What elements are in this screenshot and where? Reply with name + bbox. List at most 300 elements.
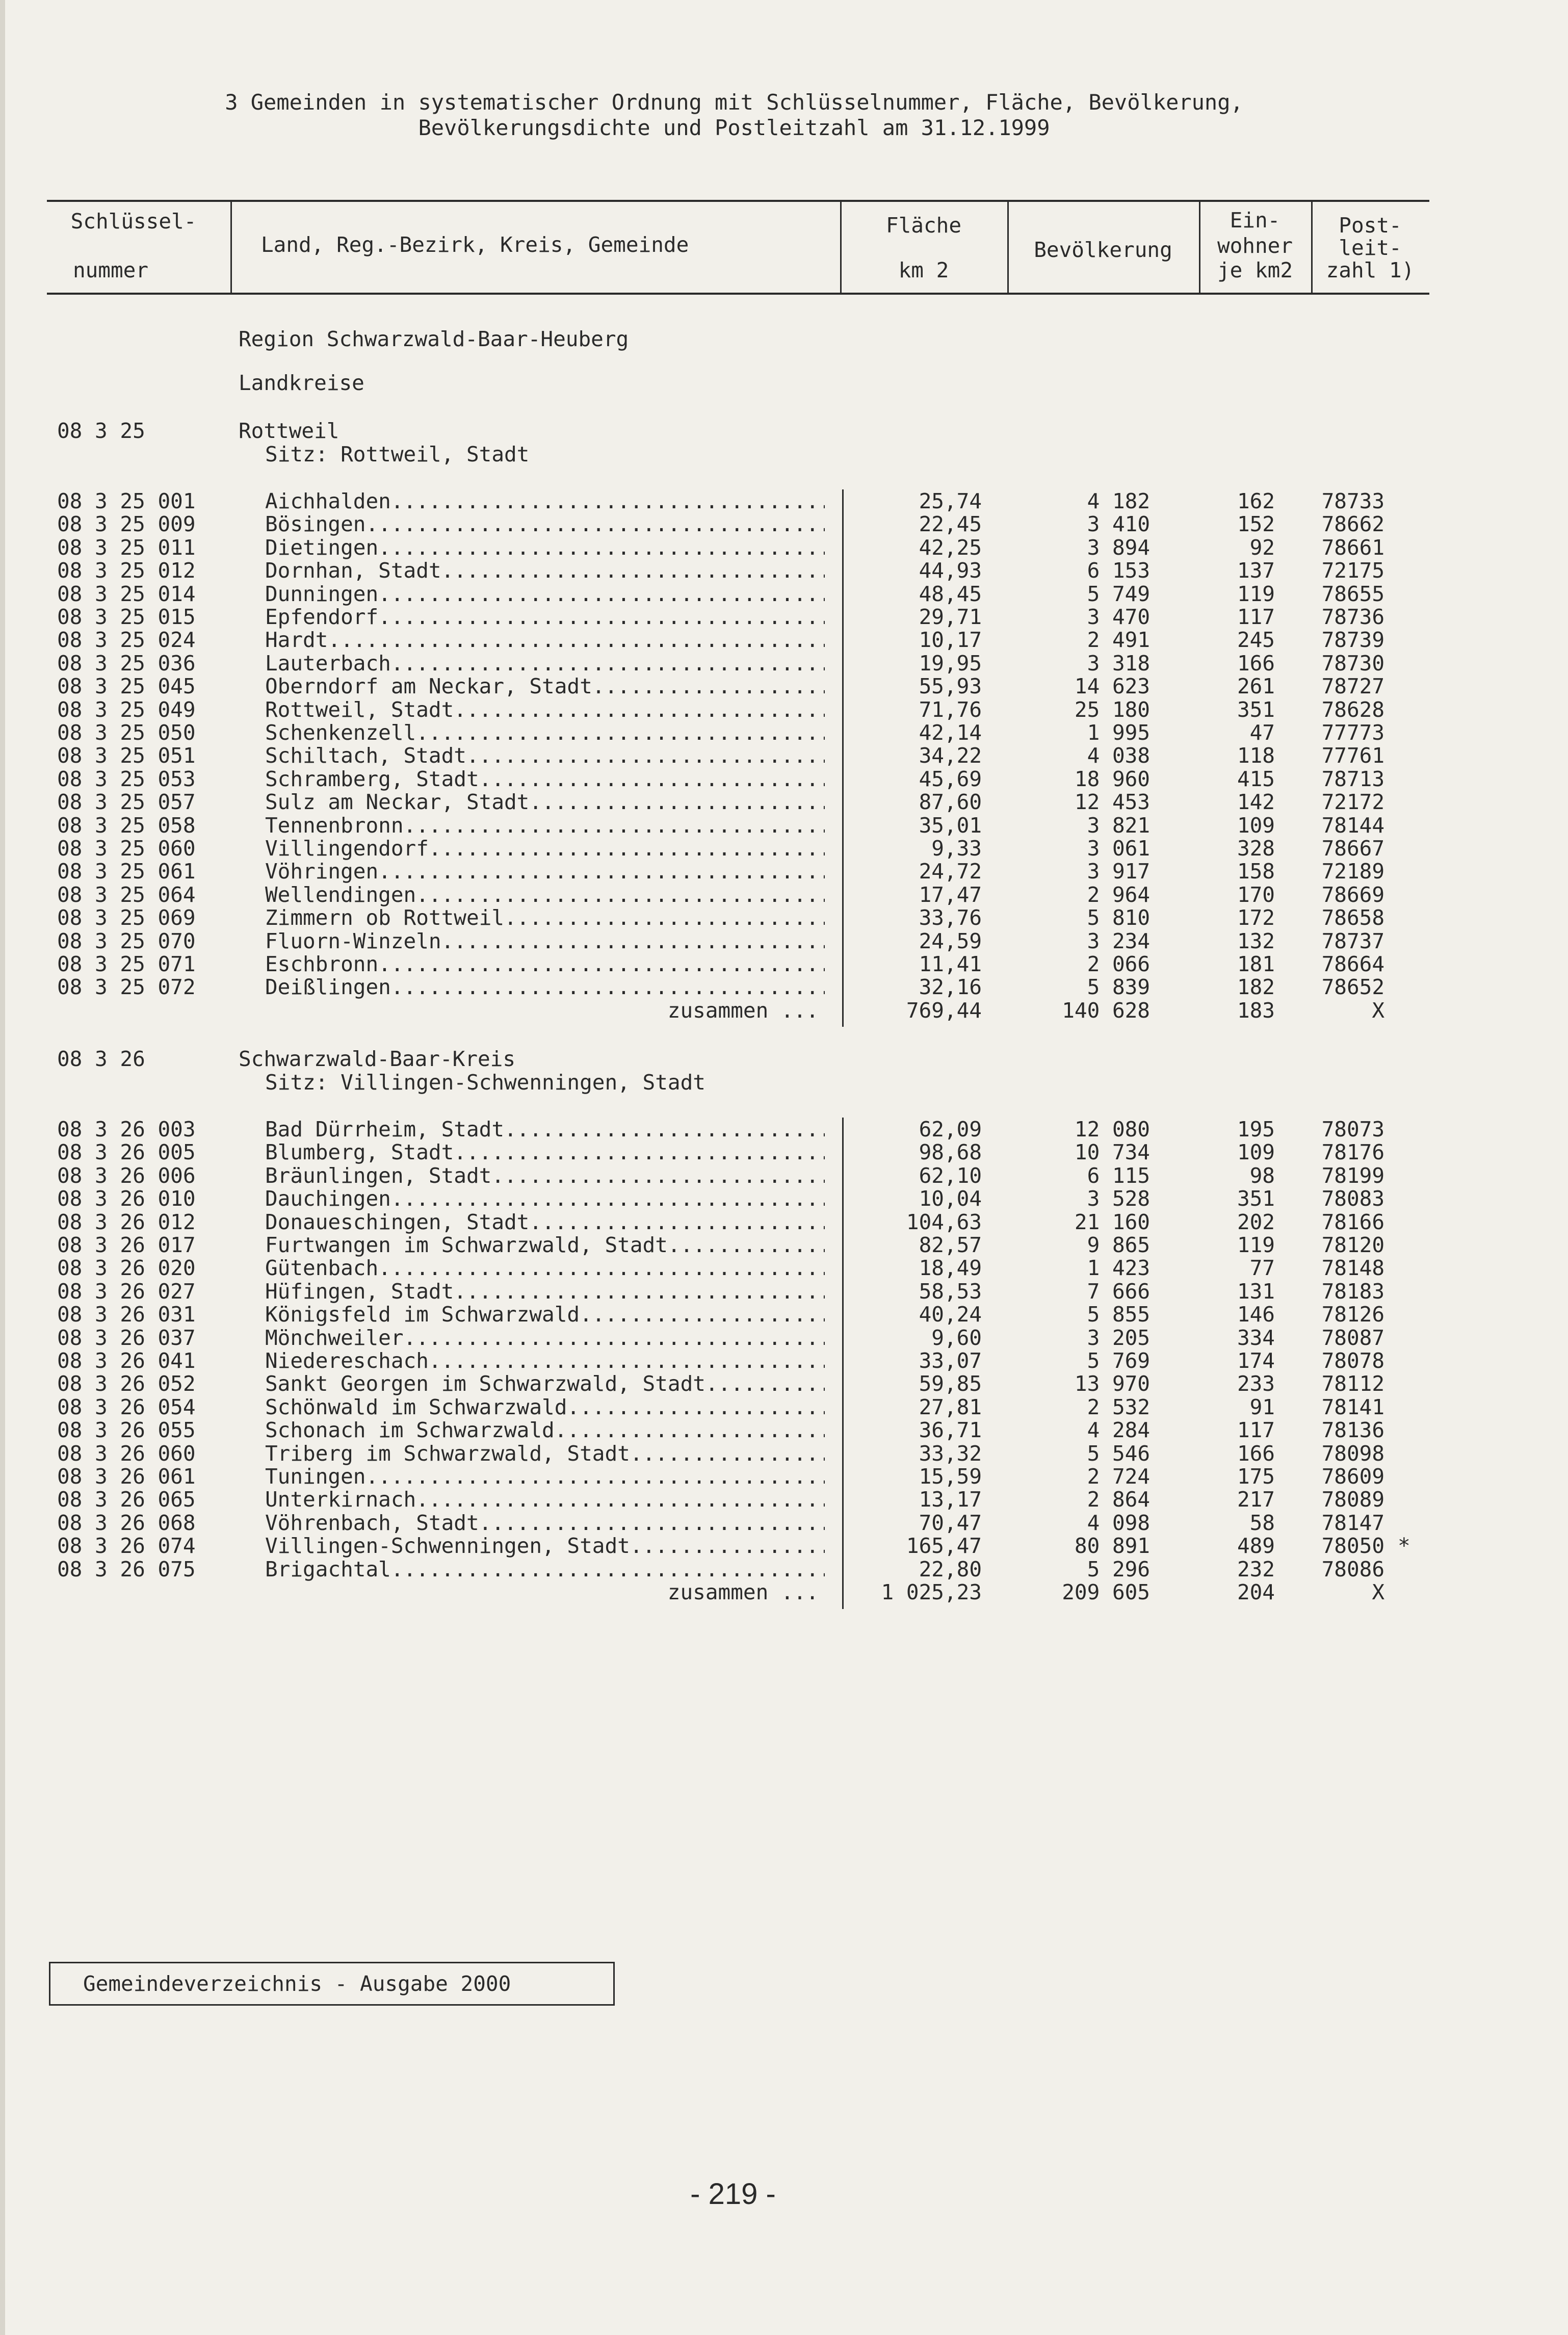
table-row (0, 652, 1568, 675)
row-area: 22,80 (919, 1556, 982, 1581)
total-density: 204 (1237, 1580, 1275, 1604)
row-density: 489 (1237, 1534, 1275, 1559)
total-area: 1 025,23 (881, 1580, 982, 1604)
row-population: 5 810 (1087, 905, 1150, 930)
row-density: 137 (1237, 558, 1275, 583)
row-name: Hüfingen, Stadt ..... (265, 1280, 825, 1303)
row-density: 91 (1249, 1394, 1275, 1419)
table-row (0, 628, 1568, 652)
row-area: 9,60 (931, 1325, 982, 1350)
total-row (0, 1580, 1568, 1604)
row-density: 98 (1249, 1163, 1275, 1188)
row-postcode: 78112 (1321, 1371, 1384, 1396)
row-postcode: 78144 (1321, 813, 1384, 838)
row-name: Unterkirnach ..... (265, 1488, 825, 1511)
table-row (0, 1442, 1568, 1465)
row-key: 08 3 26 027 (57, 1279, 196, 1304)
row-postcode: 78609 (1321, 1464, 1384, 1489)
row-population: 5 749 (1087, 581, 1150, 606)
table-row (0, 837, 1568, 860)
row-name: Schiltach, Stadt ..... (265, 744, 825, 767)
table-row (0, 674, 1568, 698)
table-row (0, 721, 1568, 744)
row-postcode: 78136 (1321, 1418, 1384, 1443)
row-area: 36,71 (919, 1418, 982, 1443)
row-key: 08 3 25 071 (57, 952, 196, 976)
table-row (0, 1280, 1568, 1303)
row-density: 117 (1237, 1418, 1275, 1443)
row-postcode: 78120 (1321, 1233, 1384, 1257)
row-postcode: 78669 (1321, 882, 1384, 907)
row-population: 18 960 (1074, 766, 1150, 791)
row-postcode: 78733 (1321, 489, 1384, 513)
row-postcode: 72172 (1321, 790, 1384, 815)
row-postcode: 78148 (1321, 1256, 1384, 1281)
table-row (0, 883, 1568, 906)
row-key: 08 3 26 031 (57, 1302, 196, 1327)
row-area: 40,24 (919, 1302, 982, 1327)
row-density: 58 (1249, 1510, 1275, 1535)
row-key: 08 3 25 060 (57, 836, 196, 861)
table-row (0, 559, 1568, 582)
table-row (0, 536, 1568, 559)
table-row (0, 512, 1568, 536)
row-area: 10,17 (919, 628, 982, 653)
row-name: Bad Dürrheim, Stadt ..... (265, 1118, 825, 1141)
row-density: 351 (1237, 1186, 1275, 1211)
row-name: Niedereschach ..... (265, 1349, 825, 1372)
row-population: 4 038 (1087, 743, 1150, 768)
table-row (0, 1256, 1568, 1280)
row-postcode: 78727 (1321, 674, 1384, 699)
table-row (0, 1303, 1568, 1326)
row-population: 13 970 (1074, 1371, 1150, 1396)
row-area: 13,17 (919, 1487, 982, 1512)
row-key: 08 3 25 057 (57, 790, 196, 815)
total-population: 140 628 (1062, 998, 1150, 1023)
table-row (0, 744, 1568, 767)
row-postcode: 78176 (1321, 1140, 1384, 1165)
row-area: 45,69 (919, 766, 982, 791)
row-key: 08 3 25 049 (57, 697, 196, 722)
row-area: 27,81 (919, 1394, 982, 1419)
row-name: Schonach im Schwarzwald ..... (265, 1418, 825, 1442)
row-population: 6 115 (1087, 1163, 1150, 1188)
row-postcode: 78667 (1321, 836, 1384, 861)
header-name: Land, Reg.-Bezirk, Kreis, Gemeinde (261, 232, 689, 257)
row-postcode: 72189 (1321, 859, 1384, 884)
row-area: 9,33 (931, 836, 982, 861)
table-row (0, 1349, 1568, 1372)
row-area: 11,41 (919, 952, 982, 976)
kreis-key: 08 3 26 (57, 1047, 145, 1071)
row-area: 58,53 (919, 1279, 982, 1304)
row-population: 1 995 (1087, 720, 1150, 745)
row-density: 109 (1237, 813, 1275, 838)
row-area: 55,93 (919, 674, 982, 699)
row-name: Donaueschingen, Stadt ..... (265, 1210, 825, 1234)
row-density: 146 (1237, 1302, 1275, 1327)
row-area: 82,57 (919, 1233, 982, 1257)
row-postcode: 78664 (1321, 952, 1384, 976)
row-population: 4 284 (1087, 1418, 1150, 1443)
row-postcode: 78098 (1321, 1441, 1384, 1466)
row-postcode: 78658 (1321, 905, 1384, 930)
row-name: Schramberg, Stadt ..... (265, 767, 825, 791)
row-density: 415 (1237, 766, 1275, 791)
row-postcode: 78662 (1321, 512, 1384, 537)
row-postcode: 78087 (1321, 1325, 1384, 1350)
row-name: Aichhalden ..... (265, 489, 825, 513)
row-postcode: 78126 (1321, 1302, 1384, 1327)
row-area: 35,01 (919, 813, 982, 838)
row-density: 351 (1237, 697, 1275, 722)
row-area: 71,76 (919, 697, 982, 722)
row-density: 245 (1237, 628, 1275, 653)
row-name: Epfendorf ..... (265, 605, 825, 629)
row-name: Lauterbach ..... (265, 652, 825, 675)
row-key: 08 3 26 020 (57, 1256, 196, 1281)
row-postcode: 78166 (1321, 1209, 1384, 1234)
row-density: 166 (1237, 651, 1275, 676)
header-key-1: Schlüssel- (70, 209, 197, 234)
row-area: 15,59 (919, 1464, 982, 1489)
table-row (0, 929, 1568, 953)
row-name: Eschbronn ..... (265, 952, 825, 976)
title-line-2: Bevölkerungsdichte und Postleitzahl am 31.12.1999 (418, 115, 1050, 140)
table-row (0, 860, 1568, 883)
row-density: 92 (1249, 535, 1275, 560)
kreis-key: 08 3 25 (57, 419, 145, 443)
row-population: 3 894 (1087, 535, 1150, 560)
row-area: 19,95 (919, 651, 982, 676)
total-density: 183 (1237, 998, 1275, 1023)
row-postcode: 78737 (1321, 928, 1384, 953)
row-postcode: 77761 (1321, 743, 1384, 768)
row-key: 08 3 26 006 (57, 1163, 196, 1188)
row-key: 08 3 26 005 (57, 1140, 196, 1165)
row-name: Dunningen ..... (265, 582, 825, 606)
table-row (0, 1164, 1568, 1187)
row-density: 182 (1237, 975, 1275, 1000)
row-population: 4 182 (1087, 489, 1150, 513)
table-row (0, 1187, 1568, 1210)
row-area: 44,93 (919, 558, 982, 583)
row-key: 08 3 26 061 (57, 1464, 196, 1489)
row-name: Dornhan, Stadt ..... (265, 559, 825, 582)
row-population: 5 546 (1087, 1441, 1150, 1466)
header-area-1: Fläche (885, 213, 962, 238)
row-key: 08 3 26 075 (57, 1556, 196, 1581)
row-postcode: 78655 (1321, 581, 1384, 606)
header-divider (230, 202, 232, 293)
row-density: 117 (1237, 605, 1275, 629)
row-area: 42,25 (919, 535, 982, 560)
header-postcode-1: Post- (1339, 213, 1402, 238)
row-area: 33,32 (919, 1441, 982, 1466)
table-row (0, 1118, 1568, 1141)
row-density: 217 (1237, 1487, 1275, 1512)
kreis-sitz: Sitz: Rottweil, Stadt (265, 442, 530, 466)
table-row (0, 1210, 1568, 1234)
row-area: 59,85 (919, 1371, 982, 1396)
row-name: Bösingen ..... (265, 512, 825, 536)
total-postcode: X (1372, 1580, 1384, 1604)
row-population: 3 318 (1087, 651, 1150, 676)
header-postcode-3: zahl 1) (1326, 258, 1415, 282)
row-density: 328 (1237, 836, 1275, 861)
row-name: Dauchingen ..... (265, 1187, 825, 1210)
header-density-3: je km2 (1217, 258, 1293, 282)
row-population: 7 666 (1087, 1279, 1150, 1304)
table-row (0, 1418, 1568, 1442)
row-postcode: 78147 (1321, 1510, 1384, 1535)
row-name: Rottweil, Stadt ..... (265, 698, 825, 721)
row-key: 08 3 25 009 (57, 512, 196, 537)
row-density: 172 (1237, 905, 1275, 930)
row-population: 3 821 (1087, 813, 1150, 838)
table-row (0, 814, 1568, 837)
row-postcode: 78199 (1321, 1163, 1384, 1188)
row-name: Deißlingen ..... (265, 975, 825, 999)
row-name: Sankt Georgen im Schwarzwald, Stadt ..... (265, 1372, 825, 1395)
row-postcode: 78713 (1321, 766, 1384, 791)
row-area: 104,63 (906, 1209, 982, 1234)
row-postcode: 78652 (1321, 975, 1384, 1000)
row-postcode: 77773 (1321, 720, 1384, 745)
row-density: 166 (1237, 1441, 1275, 1466)
row-density: 174 (1237, 1348, 1275, 1373)
row-area: 33,76 (919, 905, 982, 930)
table-row (0, 1488, 1568, 1511)
table-row (0, 1395, 1568, 1419)
row-area: 33,07 (919, 1348, 982, 1373)
kreis-name: Rottweil (239, 419, 339, 443)
row-area: 62,09 (919, 1117, 982, 1141)
row-key: 08 3 25 070 (57, 928, 196, 953)
row-density: 119 (1237, 1233, 1275, 1257)
row-postcode: 78086 (1321, 1556, 1384, 1581)
row-key: 08 3 26 012 (57, 1209, 196, 1234)
row-key: 08 3 25 015 (57, 605, 196, 629)
table-row (0, 790, 1568, 814)
table-row (0, 1372, 1568, 1395)
row-name: Bräunlingen, Stadt ..... (265, 1164, 825, 1187)
table-row (0, 698, 1568, 721)
row-key: 08 3 25 012 (57, 558, 196, 583)
row-name: Villingen-Schwenningen, Stadt ..... (265, 1534, 825, 1558)
row-density: 109 (1237, 1140, 1275, 1165)
table-row (0, 952, 1568, 976)
row-name: Furtwangen im Schwarzwald, Stadt ..... (265, 1233, 825, 1257)
row-postcode: 78073 (1321, 1117, 1384, 1141)
row-key: 08 3 26 052 (57, 1371, 196, 1396)
row-key: 08 3 25 024 (57, 628, 196, 653)
header-key-2: nummer (72, 258, 149, 282)
row-name: Zimmern ob Rottweil ..... (265, 906, 825, 929)
row-postcode: 78736 (1321, 605, 1384, 629)
total-population: 209 605 (1062, 1580, 1150, 1604)
row-population: 12 453 (1074, 790, 1150, 815)
row-postcode: 78089 (1321, 1487, 1384, 1512)
kreis-name: Schwarzwald-Baar-Kreis (239, 1047, 516, 1071)
row-population: 21 160 (1074, 1209, 1150, 1234)
table-row (0, 1465, 1568, 1488)
row-postcode: 78083 (1321, 1186, 1384, 1211)
table-row (0, 1534, 1568, 1558)
row-area: 48,45 (919, 581, 982, 606)
row-area: 87,60 (919, 790, 982, 815)
row-area: 25,74 (919, 489, 982, 513)
row-population: 5 855 (1087, 1302, 1150, 1327)
total-area: 769,44 (906, 998, 982, 1023)
row-density: 132 (1237, 928, 1275, 953)
table-row (0, 605, 1568, 629)
landkreise-label: Landkreise (239, 371, 364, 395)
row-area: 10,04 (919, 1186, 982, 1211)
row-density: 233 (1237, 1371, 1275, 1396)
header-density-1: Ein- (1230, 208, 1280, 232)
row-density: 158 (1237, 859, 1275, 884)
total-postcode: X (1372, 998, 1384, 1023)
row-name: Vöhringen ..... (265, 860, 825, 883)
row-name: Gütenbach ..... (265, 1256, 825, 1280)
row-name: Schenkenzell ..... (265, 721, 825, 744)
row-postcode: 78661 (1321, 535, 1384, 560)
row-key: 08 3 25 045 (57, 674, 196, 699)
row-postcode: 78730 (1321, 651, 1384, 676)
row-key: 08 3 25 050 (57, 720, 196, 745)
row-key: 08 3 25 051 (57, 743, 196, 768)
row-population: 3 205 (1087, 1325, 1150, 1350)
row-key: 08 3 25 061 (57, 859, 196, 884)
row-name: Sulz am Neckar, Stadt ..... (265, 790, 825, 814)
row-name: Triberg im Schwarzwald, Stadt ..... (265, 1442, 825, 1465)
header-area-2: km 2 (898, 258, 949, 282)
row-population: 3 528 (1087, 1186, 1150, 1211)
row-key: 08 3 26 037 (57, 1325, 196, 1350)
row-area: 32,16 (919, 975, 982, 1000)
total-label: zusammen ... (667, 1580, 819, 1604)
row-population: 5 769 (1087, 1348, 1150, 1373)
row-population: 14 623 (1074, 674, 1150, 699)
row-key: 08 3 25 011 (57, 535, 196, 560)
row-key: 08 3 25 058 (57, 813, 196, 838)
row-density: 152 (1237, 512, 1275, 537)
row-postcode: 72175 (1321, 558, 1384, 583)
row-key: 08 3 25 001 (57, 489, 196, 513)
row-postcode: 78050 (1321, 1534, 1384, 1559)
row-name: Villingendorf ..... (265, 837, 825, 860)
row-density: 334 (1237, 1325, 1275, 1350)
row-key: 08 3 26 065 (57, 1487, 196, 1512)
total-label: zusammen ... (667, 998, 819, 1023)
row-key: 08 3 26 074 (57, 1534, 196, 1559)
table-row (0, 1511, 1568, 1535)
row-name: Vöhrenbach, Stadt ..... (265, 1511, 825, 1535)
row-name: Tennenbronn ..... (265, 814, 825, 837)
row-area: 24,59 (919, 928, 982, 953)
row-density: 77 (1249, 1256, 1275, 1281)
row-population: 5 296 (1087, 1556, 1150, 1581)
row-density: 175 (1237, 1464, 1275, 1489)
header-postcode-2: leit- (1339, 236, 1402, 260)
row-density: 162 (1237, 489, 1275, 513)
row-name: Dietingen ..... (265, 536, 825, 559)
row-population: 9 865 (1087, 1233, 1150, 1257)
row-postcode: 78141 (1321, 1394, 1384, 1419)
row-name: Tuningen ..... (265, 1465, 825, 1488)
table-row (0, 1558, 1568, 1581)
row-name: Brigachtal ..... (265, 1558, 825, 1581)
row-key: 08 3 25 014 (57, 581, 196, 606)
row-postcode: 78183 (1321, 1279, 1384, 1304)
row-key: 08 3 26 055 (57, 1418, 196, 1443)
row-density: 142 (1237, 790, 1275, 815)
row-population: 2 491 (1087, 628, 1150, 653)
row-postcode: 78078 (1321, 1348, 1384, 1373)
table-row (0, 489, 1568, 513)
table-row (0, 1140, 1568, 1164)
header-population: Bevölkerung (1034, 238, 1172, 262)
header-density-2: wohner (1217, 234, 1293, 258)
row-key: 08 3 26 054 (57, 1394, 196, 1419)
row-area: 62,10 (919, 1163, 982, 1188)
row-name: Hardt ..... (265, 628, 825, 652)
row-density: 232 (1237, 1556, 1275, 1581)
row-population: 2 964 (1087, 882, 1150, 907)
table-row (0, 906, 1568, 929)
row-population: 3 410 (1087, 512, 1150, 537)
row-name: Mönchweiler ..... (265, 1326, 825, 1350)
table-row (0, 975, 1568, 999)
row-area: 70,47 (919, 1510, 982, 1535)
row-density: 170 (1237, 882, 1275, 907)
row-population: 2 066 (1087, 952, 1150, 976)
row-area: 18,49 (919, 1256, 982, 1281)
row-population: 25 180 (1074, 697, 1150, 722)
row-population: 3 061 (1087, 836, 1150, 861)
row-key: 08 3 25 053 (57, 766, 196, 791)
row-area: 17,47 (919, 882, 982, 907)
row-population: 2 864 (1087, 1487, 1150, 1512)
row-density: 202 (1237, 1209, 1275, 1234)
row-density: 47 (1249, 720, 1275, 745)
footer-box: Gemeindeverzeichnis - Ausgabe 2000 (49, 1962, 615, 2006)
row-population: 5 839 (1087, 975, 1150, 1000)
row-postcode: 78739 (1321, 628, 1384, 653)
table-row (0, 1326, 1568, 1350)
row-key: 08 3 26 068 (57, 1510, 196, 1535)
row-postcode: 78628 (1321, 697, 1384, 722)
row-name: Schönwald im Schwarzwald ..... (265, 1395, 825, 1419)
row-area: 24,72 (919, 859, 982, 884)
row-name: Wellendingen ..... (265, 883, 825, 906)
row-population: 10 734 (1074, 1140, 1150, 1165)
row-key: 08 3 25 064 (57, 882, 196, 907)
row-key: 08 3 26 041 (57, 1348, 196, 1373)
total-row (0, 999, 1568, 1022)
row-key: 08 3 26 060 (57, 1441, 196, 1466)
row-population: 80 891 (1074, 1534, 1150, 1559)
row-name: Königsfeld im Schwarzwald ..... (265, 1303, 825, 1326)
row-key: 08 3 25 069 (57, 905, 196, 930)
row-area: 34,22 (919, 743, 982, 768)
page-number: - 219 - (690, 2177, 776, 2211)
row-population: 3 917 (1087, 859, 1150, 884)
row-density: 195 (1237, 1117, 1275, 1141)
row-population: 3 234 (1087, 928, 1150, 953)
